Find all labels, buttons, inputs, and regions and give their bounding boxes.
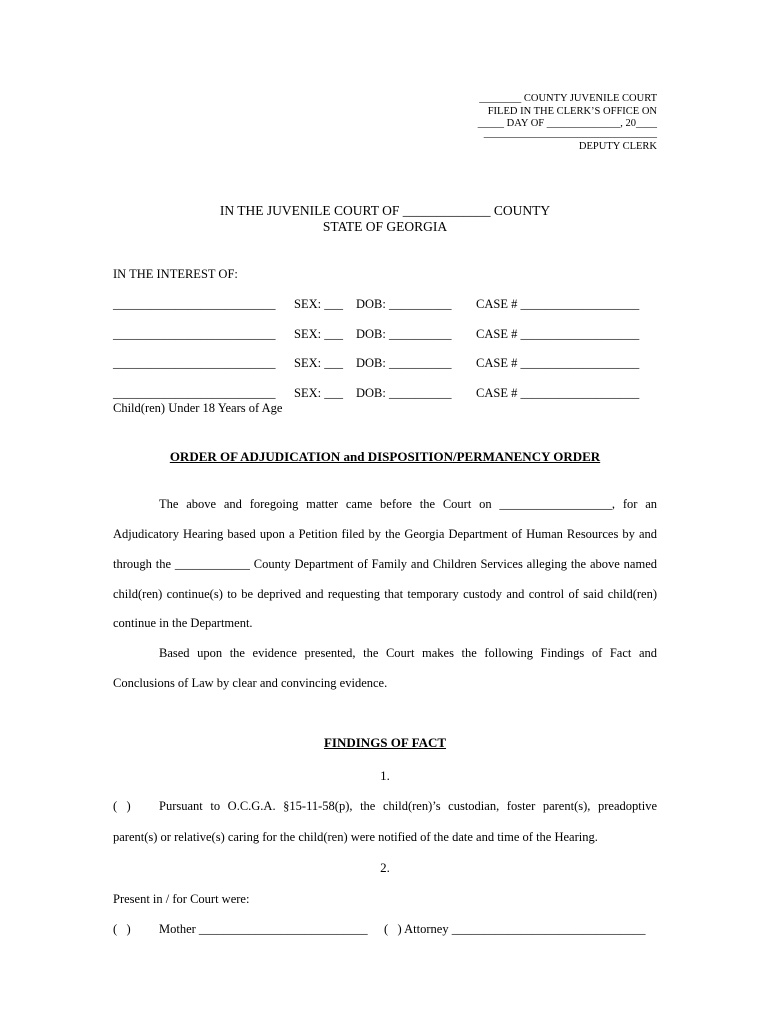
findings-title: FINDINGS OF FACT — [323, 735, 447, 750]
mother-checkbox[interactable]: ( ) — [113, 922, 131, 936]
order-title: ORDER OF ADJUDICATION and DISPOSITION/PERMANENCY ORDER — [169, 449, 601, 464]
child-name-blank: __________________________ — [113, 386, 276, 400]
finding-text-line: Pursuant to O.C.G.A. §15-11-58(p), the child(ren)’s custodian, foster parent(s), preadoptive — [159, 799, 657, 813]
children-caption: Child(ren) Under 18 Years of Age — [113, 401, 283, 415]
child-dob-field: DOB: __________ — [356, 297, 452, 311]
stamp-date-line: _____ DAY OF ______________, 20____ — [477, 118, 657, 129]
mother-field: Mother ___________________________ — [159, 922, 368, 936]
intro-line: continue in the Department. — [113, 616, 253, 630]
child-case-field: CASE # ___________________ — [476, 297, 640, 311]
stamp-signature-line: _________________________________ — [483, 128, 657, 139]
child-name-blank: __________________________ — [113, 356, 276, 370]
court-heading-state: STATE OF GEORGIA — [322, 219, 448, 234]
finding-number: 1. — [380, 768, 390, 783]
child-case-field: CASE # ___________________ — [476, 356, 640, 370]
finding-number: 2. — [380, 860, 390, 875]
child-dob-field: DOB: __________ — [356, 386, 452, 400]
attorney-field[interactable]: ( ) Attorney _______________________________ — [384, 922, 646, 936]
child-name-blank: __________________________ — [113, 327, 276, 341]
child-name-blank: __________________________ — [113, 297, 276, 311]
present-label: Present in / for Court were: — [113, 892, 250, 906]
stamp-filed-line: FILED IN THE CLERK’S OFFICE ON — [487, 106, 657, 117]
child-dob-field: DOB: __________ — [356, 327, 452, 341]
evidence-line: Conclusions of Law by clear and convincing evidence. — [113, 676, 388, 690]
evidence-line: Based upon the evidence presented, the Court makes the following Findings of Fact and — [159, 646, 657, 660]
child-sex-field: SEX: ___ — [294, 356, 343, 370]
court-heading-line1: IN THE JUVENILE COURT OF _____________ COUNTY — [219, 203, 551, 218]
child-case-field: CASE # ___________________ — [476, 327, 640, 341]
child-dob-field: DOB: __________ — [356, 356, 452, 370]
finding-checkbox[interactable]: ( ) — [113, 799, 131, 813]
intro-line: The above and foregoing matter came before the Court on __________________, for an — [159, 497, 657, 511]
finding-text-line: parent(s) or relative(s) caring for the child(ren) were notified of the date and time of the Hearing. — [113, 830, 598, 844]
intro-line: through the ____________ County Department of Family and Children Services alleging the above named — [113, 557, 657, 571]
interest-label: IN THE INTEREST OF: — [113, 267, 238, 281]
stamp-county-line: ________ COUNTY JUVENILE COURT — [479, 93, 657, 104]
child-case-field: CASE # ___________________ — [476, 386, 640, 400]
intro-line: Adjudicatory Hearing based upon a Petition filed by the Georgia Department of Human Resources by and — [113, 527, 657, 541]
stamp-deputy-clerk: DEPUTY CLERK — [578, 141, 657, 152]
intro-line: child(ren) continue(s) to be deprived and requesting that temporary custody and control of said child(ren) — [113, 587, 657, 601]
child-sex-field: SEX: ___ — [294, 297, 343, 311]
child-sex-field: SEX: ___ — [294, 386, 343, 400]
child-sex-field: SEX: ___ — [294, 327, 343, 341]
